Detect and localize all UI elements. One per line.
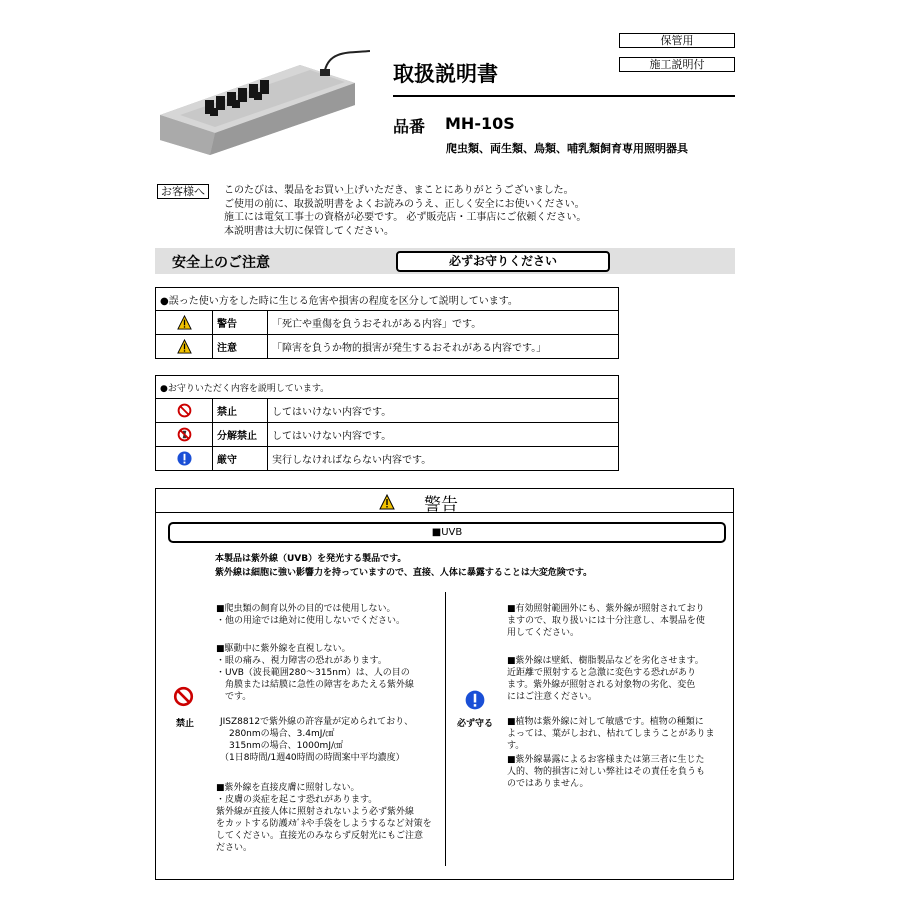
- left-block: [216, 603, 444, 627]
- text-line: ■駆動中に紫外線を直視しない。: [216, 644, 351, 654]
- symbol-term: 禁止: [213, 399, 268, 423]
- title-divider: [393, 95, 735, 97]
- prohibit-label: 禁止: [176, 719, 195, 729]
- product-desc: 爬虫類、両生類、鳥類、哺乳類飼育専用照明器具: [446, 142, 688, 155]
- text-line: ・眼の痛み、視力障害の恐れがあります。: [216, 656, 387, 666]
- text-line: 280nmの場合、3.4mJ/㎠: [220, 729, 335, 739]
- intro-line: 紫外線は細胞に強い影響力を持っていますので、直接、人体に暴露することは大変危険です。: [215, 568, 593, 578]
- text-line: にはご注意ください。: [507, 692, 598, 702]
- symbol-caption: ●お守りいただく内容を説明しています。: [156, 376, 619, 399]
- customer-line: 本説明書は大切に保管してください。: [224, 225, 394, 237]
- text-line: ます。紫外線が照射される対象物の劣化、変色: [507, 680, 696, 690]
- product-image: [150, 45, 370, 160]
- text-line: 人的、物的損害に対しい弊社はその責任を負うも: [507, 767, 706, 777]
- text-line: のではありません。: [507, 779, 589, 789]
- text-line: 近距離で照射すると急激に変色する恐れがあり: [507, 668, 697, 678]
- column-divider: [445, 592, 446, 866]
- text-line: ださい。: [216, 843, 253, 853]
- right-block: [507, 655, 729, 703]
- symbol-term: 分解禁止: [213, 423, 268, 447]
- no-disassembly-icon: [177, 427, 192, 442]
- warning-title: 警告: [424, 495, 458, 515]
- caution-triangle-icon: [177, 315, 192, 330]
- table-row: [156, 311, 619, 335]
- text-line: をカットする防護ﾒｶﾞﾈや手袋をしようするなど対策を: [216, 819, 432, 829]
- text-line: ・UVB（波長範囲280～315nm）は、人の目の: [216, 668, 410, 678]
- text-line: ますので、取り扱いには十分注意し、本製品を使: [507, 616, 705, 626]
- severity-table: [155, 287, 619, 359]
- must-keep-label: 必ずお守りください: [396, 251, 610, 272]
- customer-text: [224, 184, 586, 238]
- table-row: [156, 447, 619, 471]
- uvb-box: [168, 522, 726, 543]
- right-block: [507, 754, 729, 790]
- table-row: [156, 423, 619, 447]
- right-block: [507, 603, 729, 639]
- text-line: ■植物は紫外線に対して敏感です。植物の種類に: [507, 717, 704, 727]
- customer-line: このたびは、製品をお買い上げいただき、まことにありがとうございました。: [224, 185, 574, 196]
- customer-label: お客様へ: [157, 184, 209, 199]
- prohibit-icon: [177, 403, 192, 418]
- doc-title: 取扱説明書: [393, 62, 498, 86]
- prohibit-icon: [173, 686, 194, 707]
- text-line: です。: [216, 692, 252, 702]
- mandatory-icon: [177, 451, 192, 466]
- text-line: ■紫外線を直接皮膚に照射しない。: [216, 783, 360, 793]
- text-line: JISZ8812で紫外線の許容量が定められており、: [220, 717, 414, 727]
- model-number: MH-10S: [445, 114, 515, 133]
- customer-line: ご使用の前に、取扱説明書をよくお読みのうえ、正しく安全にお使いください。: [224, 198, 585, 210]
- text-line: 角膜または結膜に急性の障害をあたえる紫外線: [216, 680, 415, 690]
- right-block: [507, 716, 729, 752]
- left-block: [216, 782, 444, 854]
- mandatory-icon: [465, 690, 485, 710]
- text-line: ■有効照射範囲外にも、紫外線が照射されており: [507, 604, 705, 614]
- text-line: ■爬虫類の飼育以外の目的では使用しない。: [216, 604, 396, 614]
- symbol-term: 厳守: [213, 447, 268, 471]
- severity-term: 警告: [213, 311, 268, 335]
- severity-desc: 「死亡や重傷を負うおそれがある内容」です。: [268, 311, 619, 335]
- table-row: [156, 399, 619, 423]
- symbol-desc: してはいけない内容です。: [268, 399, 619, 423]
- text-line: ・他の用途では絶対に使用しないでください。: [216, 616, 406, 626]
- text-line: （1日8時間/1週40時間の時間案中平均濃度）: [220, 753, 405, 763]
- text-line: ・皮膚の炎症を起こす恐れがあります。: [216, 795, 378, 805]
- text-line: 用してください。: [507, 628, 580, 638]
- left-block: [216, 643, 444, 703]
- storage-tag: 保管用: [619, 33, 735, 48]
- left-block: [220, 716, 444, 764]
- text-line: ■紫外線暴露によるお客様または第三者に生じた: [507, 755, 705, 765]
- text-line: してください。直接光のみならず反射光にもご注意: [216, 831, 424, 841]
- model-label: 品番: [393, 117, 426, 136]
- severity-caption: ●誤った使い方をした時に生じる危害や損害の程度を区分して説明しています。: [156, 288, 619, 311]
- text-line: よっては、葉がしおれ、枯れてしまうことがあります。: [507, 729, 715, 751]
- text-line: 315nmの場合、1000mJ/㎠: [220, 741, 344, 751]
- must-label: 必ず守る: [457, 719, 494, 729]
- severity-term: 注意: [213, 335, 268, 359]
- uvb-label: ■UVB: [431, 527, 463, 538]
- symbol-table: [155, 375, 619, 471]
- intro-line: 本製品は紫外線（UVB）を発光する製品です。: [215, 554, 407, 564]
- table-row: [156, 335, 619, 359]
- text-line: 紫外線が直接人体に照射されないよう必ず紫外線: [216, 807, 415, 817]
- warning-intro: [215, 552, 592, 580]
- symbol-desc: 実行しなければならない内容です。: [268, 447, 619, 471]
- symbol-desc: してはいけない内容です。: [268, 423, 619, 447]
- caution-triangle-icon: [177, 339, 192, 354]
- customer-line: 施工には電気工事士の資格が必要です。 必ず販売店・工事店にご依頼ください。: [224, 212, 587, 223]
- severity-desc: 「障害を負うか物的損害が発生するおそれがある内容です。」: [268, 335, 619, 359]
- warning-triangle-icon: [378, 494, 396, 510]
- safety-heading: 安全上のご注意: [172, 255, 270, 271]
- install-tag: 施工説明付: [619, 57, 735, 72]
- text-line: ■紫外線は壁紙、樹脂製品などを劣化させます。: [507, 656, 704, 666]
